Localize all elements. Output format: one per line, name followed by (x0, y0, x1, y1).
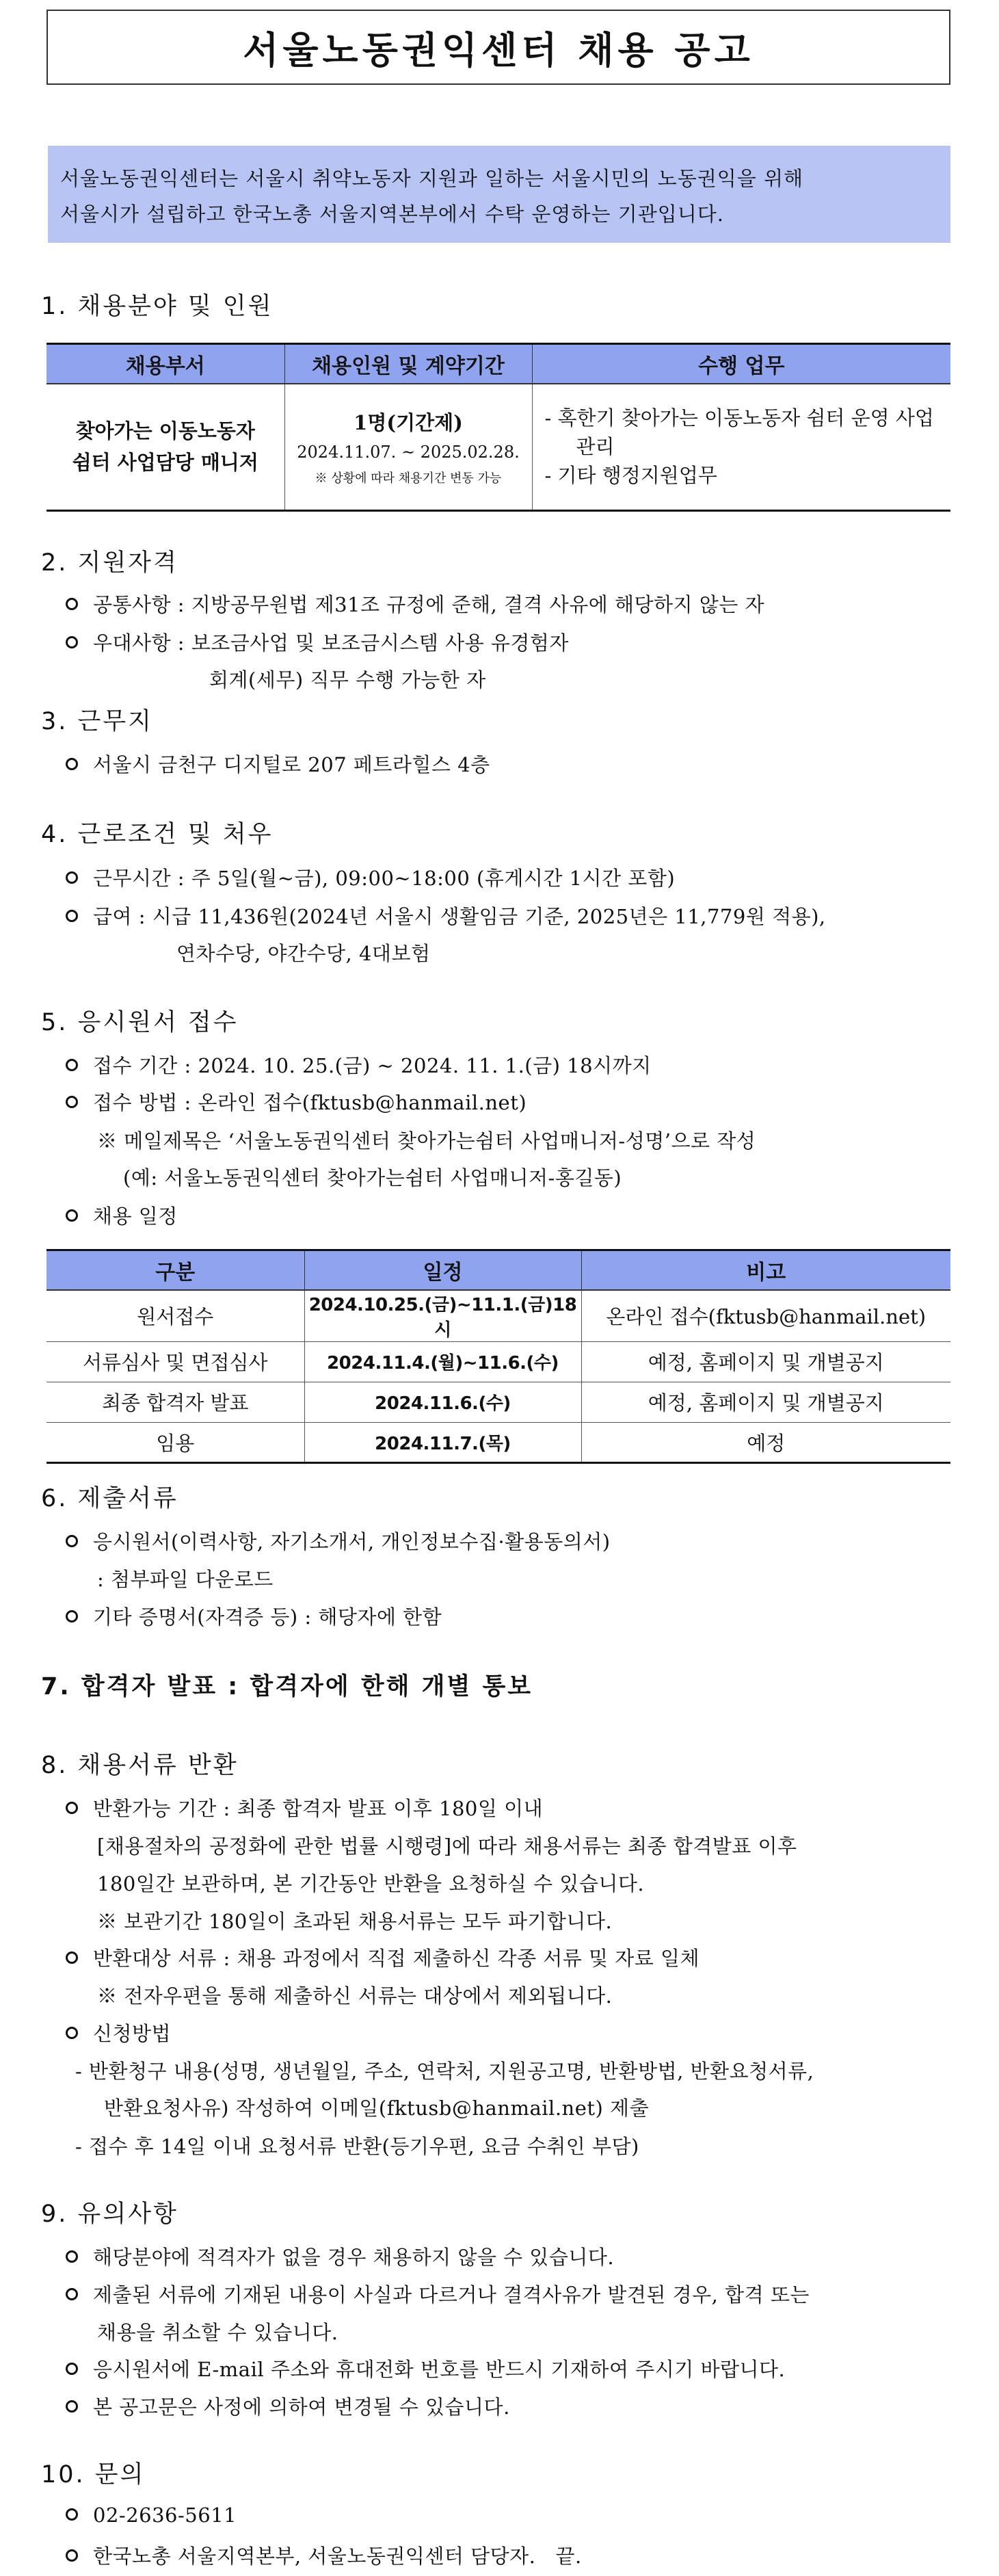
dept-cell (46, 384, 284, 511)
circle-bullet-icon (66, 871, 78, 884)
circle-bullet-icon (66, 1096, 78, 1108)
circle-bullet-icon (66, 1535, 78, 1547)
schedule-table-header (46, 1250, 950, 1290)
table-row (46, 1422, 950, 1462)
schedule-cell: 2024.10.25.(금)~11.1.(금)18시 (304, 1290, 581, 1342)
category-cell: 서류심사 및 면접심사 (46, 1341, 304, 1382)
s4-line-2: 급여 : 시급 11,436원(2024년 서울시 생활임금 기준, 2025년은 11,779원 적용), (66, 902, 826, 930)
table-row (46, 1341, 950, 1382)
section-1-heading: 1. 채용분야 및 인원 (41, 293, 274, 320)
s5-line-5: 채용 일정 (66, 1201, 178, 1229)
s8-line-7: 신청방법 (66, 2019, 171, 2047)
category-cell: 원서접수 (46, 1290, 304, 1342)
s8-line-4: ※ 보관기간 180일이 초과된 채용서류는 모두 파기합니다. (97, 1910, 613, 1933)
duty-line-1: - 혹한기 찾아가는 이동노동자 쉼터 운영 사업 관리 (544, 406, 934, 459)
intro-box (48, 146, 950, 243)
count-cell (284, 384, 532, 511)
page-title: 서울노동권익센터 채용 공고 (243, 28, 754, 72)
position-table (46, 343, 950, 512)
table-row (46, 1290, 950, 1342)
intro-line-1: 서울노동권익센터는 서울시 취약노동자 지원과 일하는 서울시민의 노동권익을 위해 (60, 167, 804, 190)
header-schedule: 일정 (304, 1250, 581, 1290)
remark-cell: 온라인 접수(fktusb@hanmail.net) (581, 1290, 950, 1342)
circle-bullet-icon (66, 758, 78, 770)
s9-line-2: 제출된 서류에 기재된 내용이 사실과 다르거나 결격사유가 발견된 경우, 합격 또는 (66, 2280, 810, 2308)
circle-bullet-icon (66, 910, 78, 922)
circle-bullet-icon (66, 1951, 78, 1964)
s4-line-3: 연차수당, 야간수당, 4대보험 (176, 942, 431, 965)
circle-bullet-icon (66, 598, 78, 610)
circle-bullet-icon (66, 2027, 78, 2039)
s8-line-8: - 반환청구 내용(성명, 생년월일, 주소, 연락처, 지원공고명, 반환방법, 반환요청서류, (75, 2060, 814, 2083)
s6-line-2: : 첨부파일 다운로드 (97, 1568, 274, 1591)
s8-line-5: 반환대상 서류 : 채용 과정에서 직접 제출하신 각종 서류 및 자료 일체 (66, 1943, 700, 1971)
category-cell: 최종 합격자 발표 (46, 1382, 304, 1422)
circle-bullet-icon (66, 1802, 78, 1814)
circle-bullet-icon (66, 2400, 78, 2413)
position-row (46, 384, 950, 511)
s2-line-3: 회계(세무) 직무 수행 가능한 자 (209, 668, 486, 692)
circle-bullet-icon (66, 2363, 78, 2375)
circle-bullet-icon (66, 1059, 78, 1071)
header-duty: 수행 업무 (532, 344, 950, 384)
section-7-heading: 7. 합격자 발표 : 합격자에 한해 개별 통보 (41, 1673, 533, 1700)
s3-line-1: 서울시 금천구 디지털로 207 페트라힐스 4층 (66, 750, 490, 778)
schedule-cell: 2024.11.4.(월)~11.6.(수) (304, 1341, 581, 1382)
table-row (46, 1382, 950, 1422)
section-10-heading: 10. 문의 (41, 2461, 146, 2488)
circle-bullet-icon (66, 2250, 78, 2263)
s8-line-9: 반환요청사유) 작성하여 이메일(fktusb@hanmail.net) 제출 (104, 2097, 650, 2120)
remark-cell: 예정, 홈페이지 및 개별공지 (581, 1382, 950, 1422)
dept-line-1: 찾아가는 이동노동자 (75, 419, 255, 443)
s4-line-1: 근무시간 : 주 5일(월~금), 09:00~18:00 (휴게시간 1시간 포함) (66, 863, 675, 891)
circle-bullet-icon (66, 1610, 78, 1622)
s8-line-6: ※ 전자우편을 통해 제출하신 서류는 대상에서 제외됩니다. (97, 1984, 613, 2008)
s2-line-2: 우대사항 : 보조금사업 및 보조금시스템 사용 유경험자 (66, 628, 569, 656)
s6-line-1: 응시원서(이력사항, 자기소개서, 개인정보수집·활용동의서) (66, 1527, 611, 1555)
s6-line-3: 기타 증명서(자격증 등) : 해당자에 한함 (66, 1602, 442, 1630)
circle-bullet-icon (66, 2508, 78, 2521)
section-6-heading: 6. 제출서류 (41, 1485, 178, 1512)
duty-line-2: - 기타 행정지원업무 (544, 464, 717, 488)
remark-cell: 예정 (581, 1422, 950, 1462)
circle-bullet-icon (66, 2549, 78, 2562)
s10-line-2: 한국노총 서울지역본부, 서울노동권익센터 담당자. 끝. (66, 2541, 582, 2569)
schedule-cell: 2024.11.7.(목) (304, 1422, 581, 1462)
s2-line-1: 공통사항 : 지방공무원법 제31조 규정에 준해, 결격 사유에 해당하지 않는 자 (66, 590, 764, 618)
s5-line-4: (예: 서울노동권익센터 찾아가는쉼터 사업매니저-홍길동) (123, 1166, 622, 1190)
schedule-cell: 2024.11.6.(수) (304, 1382, 581, 1422)
period-note: ※ 상황에 따라 채용기간 변동 가능 (315, 471, 502, 486)
s5-line-3: ※ 메일제목은 ‘서울노동권익센터 찾아가는쉼터 사업매니저-성명’으로 작성 (97, 1129, 756, 1153)
s8-line-2: [채용절차의 공정화에 관한 법률 시행령]에 따라 채용서류는 최종 합격발표 이후 (97, 1835, 797, 1858)
position-table-header (46, 344, 950, 384)
section-9-heading: 9. 유의사항 (41, 2200, 178, 2228)
circle-bullet-icon (66, 1209, 78, 1222)
category-cell: 임용 (46, 1422, 304, 1462)
section-5-heading: 5. 응시원서 접수 (41, 1009, 239, 1036)
header-dept: 채용부서 (46, 344, 284, 384)
s9-line-5: 본 공고문은 사정에 의하여 변경될 수 있습니다. (66, 2392, 510, 2420)
duty-cell (532, 384, 950, 511)
s5-line-1: 접수 기간 : 2024. 10. 25.(금) ~ 2024. 11. 1.(금) 18시까지 (66, 1051, 652, 1079)
intro-line-2: 서울시가 설립하고 한국노총 서울지역본부에서 수탁 운영하는 기관입니다. (60, 202, 724, 226)
schedule-table (46, 1249, 950, 1464)
contract-period: 2024.11.07. ~ 2025.02.28. (297, 442, 520, 462)
circle-bullet-icon (66, 636, 78, 648)
remark-cell: 예정, 홈페이지 및 개별공지 (581, 1341, 950, 1382)
header-category: 구분 (46, 1250, 304, 1290)
s8-line-10: - 접수 후 14일 이내 요청서류 반환(등기우편, 요금 수취인 부담) (75, 2135, 639, 2158)
s9-line-1: 해당분야에 적격자가 없을 경우 채용하지 않을 수 있습니다. (66, 2242, 614, 2270)
title-box (46, 10, 950, 85)
section-2-heading: 2. 지원자격 (41, 549, 178, 577)
section-3-heading: 3. 근무지 (41, 708, 153, 735)
section-8-heading: 8. 채용서류 반환 (41, 1752, 239, 1779)
s9-line-3: 채용을 취소할 수 있습니다. (97, 2321, 338, 2344)
s8-line-3: 180일간 보관하며, 본 기간동안 반환을 요청하실 수 있습니다. (97, 1872, 645, 1895)
s10-line-1: 02-2636-5611 (66, 2503, 237, 2527)
header-remark: 비고 (581, 1250, 950, 1290)
s9-line-4: 응시원서에 E-mail 주소와 휴대전화 번호를 반드시 기재하여 주시기 바랍니다. (66, 2354, 785, 2382)
circle-bullet-icon (66, 2288, 78, 2300)
s5-line-2: 접수 방법 : 온라인 접수(fktusb@hanmail.net) (66, 1088, 527, 1116)
dept-line-2: 쉼터 사업담당 매니저 (72, 451, 258, 475)
s8-line-1: 반환가능 기간 : 최종 합격자 발표 이후 180일 이내 (66, 1793, 543, 1822)
section-4-heading: 4. 근로조건 및 처우 (41, 821, 274, 848)
header-count: 채용인원 및 계약기간 (284, 344, 532, 384)
headcount: 1명(기간제) (354, 410, 463, 434)
